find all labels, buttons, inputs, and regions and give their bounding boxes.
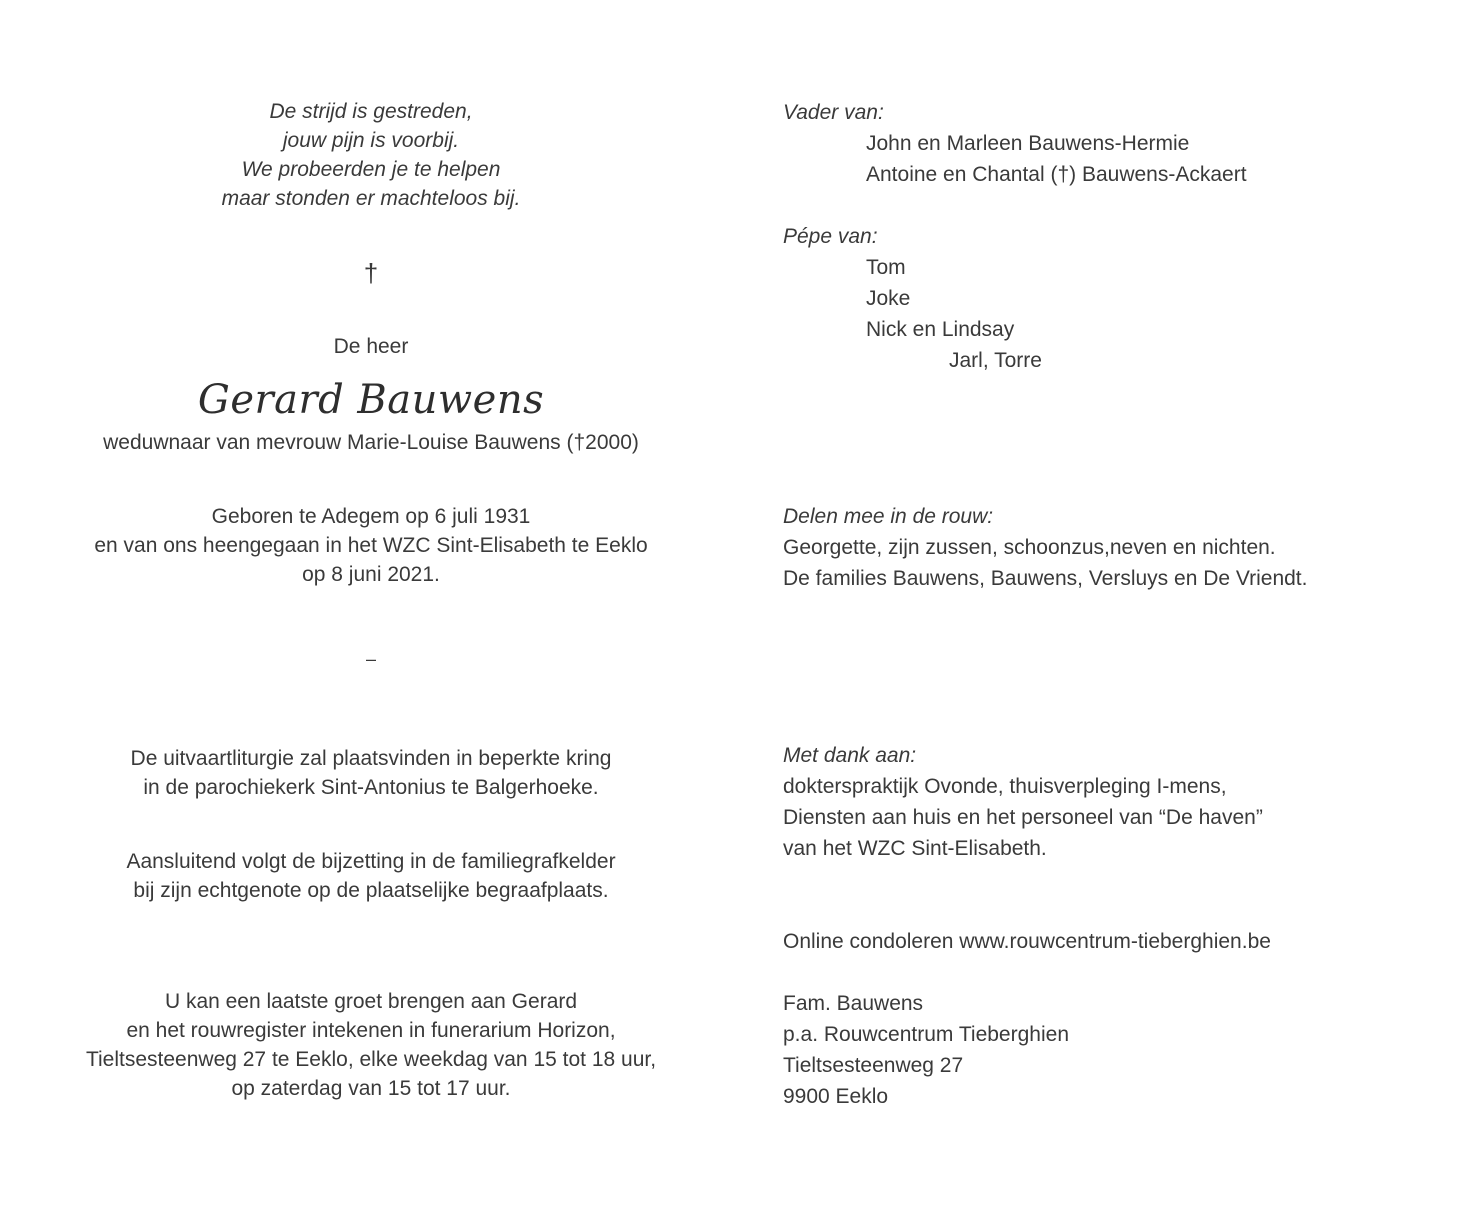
greeting-line: en het rouwregister intekenen in funerarium Horizon,	[126, 1019, 616, 1042]
address-line: p.a. Rouwcentrum Tieberghien	[783, 1023, 1069, 1046]
poem	[60, 97, 682, 213]
child-entry: Antoine en Chantal (†) Bauwens-Ackaert	[866, 163, 1247, 186]
liturgy-line: in de parochiekerk Sint-Antonius te Balgerhoeke.	[143, 776, 599, 799]
grandpa-section	[783, 221, 1463, 376]
liturgy-line: De uitvaartliturgie zal plaatsvinden in beperkte kring	[130, 747, 612, 770]
separator-dash: –	[365, 649, 376, 669]
grandchild-entry: Joke	[866, 287, 911, 310]
mourning-heading: Delen mee in de rouw:	[783, 505, 994, 528]
address-line: Tieltsesteenweg 27	[783, 1054, 964, 1077]
great-grandchild-entry: Jarl, Torre	[949, 349, 1042, 372]
poem-line: De strijd is gestreden,	[269, 100, 473, 123]
honorific: De heer	[333, 335, 409, 358]
birth-death-line: Geboren te Adegem op 6 juli 1931	[211, 505, 531, 528]
thanks-line: Diensten aan huis en het personeel van “De haven”	[783, 806, 1263, 829]
greeting-line: op zaterdag van 15 tot 17 uur.	[231, 1077, 511, 1100]
mourning-section	[783, 501, 1463, 594]
greeting-line: U kan een laatste groet brengen aan Gerard	[164, 990, 578, 1013]
child-entry: John en Marleen Bauwens-Hermie	[866, 132, 1190, 155]
grandchild-entry: Nick en Lindsay	[866, 318, 1015, 341]
widower-line: weduwnaar van mevrouw Marie-Louise Bauwens (†2000)	[103, 431, 639, 454]
mourning-line: De families Bauwens, Bauwens, Versluys en De Vriendt.	[783, 567, 1308, 590]
thanks-line: dokterspraktijk Ovonde, thuisverpleging I-mens,	[783, 775, 1227, 798]
greeting-block	[60, 987, 682, 1103]
grandchild-entry: Tom	[866, 256, 906, 279]
birth-death-line: en van ons heengegaan in het WZC Sint-Elisabeth te Eeklo	[94, 534, 648, 557]
cross-icon: †	[363, 258, 379, 288]
thanks-section	[783, 740, 1463, 864]
online-condolence: Online condoleren www.rouwcentrum-tieberghien.be	[783, 930, 1271, 953]
address-block	[783, 988, 1463, 1112]
father-section	[783, 97, 1463, 190]
burial-line: Aansluitend volgt de bijzetting in de familiegrafkelder	[126, 850, 616, 873]
thanks-heading: Met dank aan:	[783, 744, 917, 767]
liturgy-block	[60, 744, 682, 802]
poem-line: We probeerden je te helpen	[241, 158, 501, 181]
burial-line: bij zijn echtgenote op de plaatselijke begraafplaats.	[133, 879, 609, 902]
thanks-line: van het WZC Sint-Elisabeth.	[783, 837, 1047, 860]
mourning-line: Georgette, zijn zussen, schoonzus,neven en nichten.	[783, 536, 1276, 559]
deceased-name: Gerard Bauwens	[197, 377, 545, 423]
grandpa-heading: Pépe van:	[783, 225, 878, 248]
birth-death-block	[60, 502, 682, 589]
birth-death-line: op 8 juni 2021.	[302, 563, 440, 586]
address-line: Fam. Bauwens	[783, 992, 924, 1015]
poem-line: maar stonden er machteloos bij.	[221, 187, 521, 210]
poem-line: jouw pijn is voorbij.	[282, 129, 460, 152]
address-line: 9900 Eeklo	[783, 1085, 889, 1108]
father-heading: Vader van:	[783, 101, 884, 124]
greeting-line: Tieltsesteenweg 27 te Eeklo, elke weekdag van 15 tot 18 uur,	[85, 1048, 657, 1071]
burial-block	[60, 847, 682, 905]
